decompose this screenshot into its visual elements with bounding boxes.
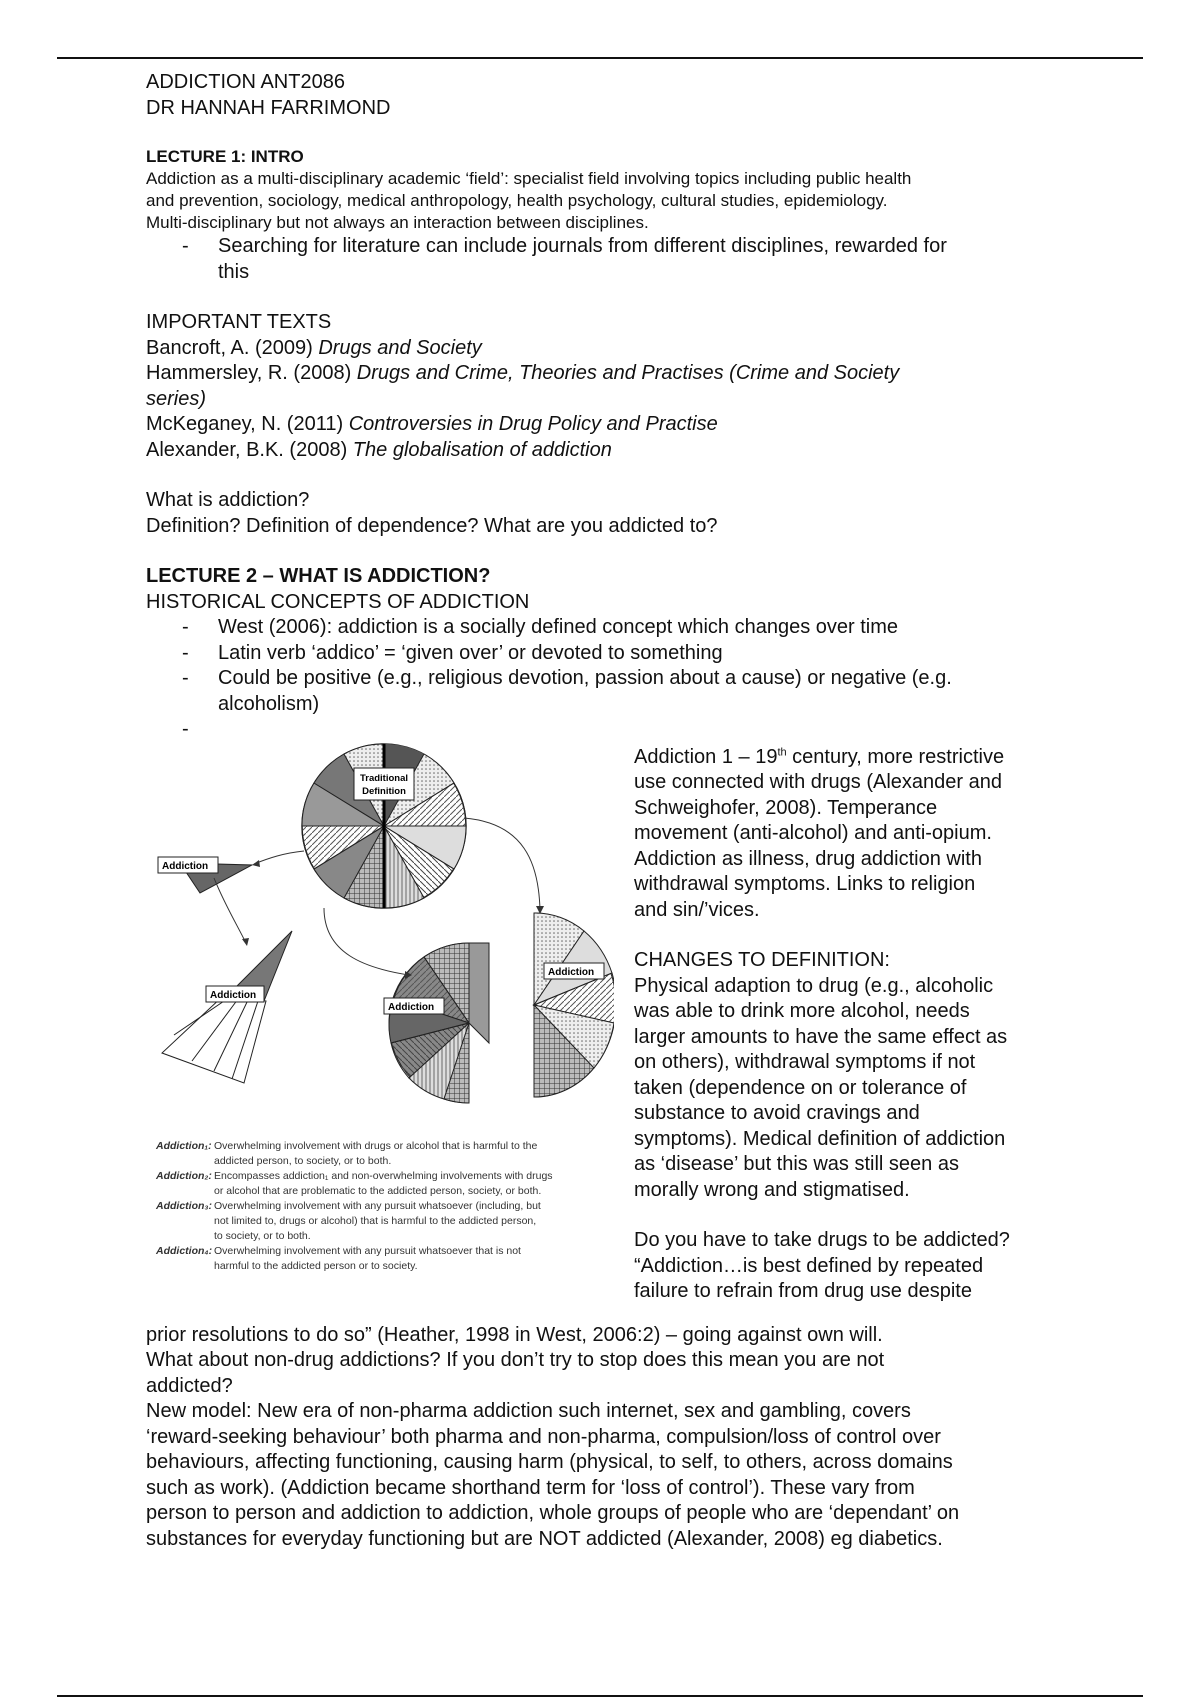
list-item: - Could be positive (e.g., religious devotion, passion about a cause) or negative (e.g. alcoholism) [146, 666, 1066, 717]
lecture2-subtitle: HISTORICAL CONCEPTS OF ADDICTION [146, 590, 530, 613]
side-line: Schweighofer, 2008). Temperance [634, 796, 938, 819]
side-line: Physical adaption to drug (e.g., alcoholic [634, 974, 994, 997]
changes-heading: CHANGES TO DEFINITION: [634, 949, 890, 971]
tail-line: ‘reward-seeking behaviour’ both pharma and non-pharma, compulsion/loss of control over [146, 1425, 941, 1448]
side-line: as ‘disease’ but this was still seen as [634, 1153, 959, 1175]
tail-line: behaviours, affecting functioning, causing harm (physical, to self, to others, across domains [146, 1451, 953, 1473]
tail-line: New model: New era of non-pharma addiction such internet, sex and gambling, covers [146, 1400, 911, 1422]
document-page [146, 70, 1066, 1552]
tail-line: substances for everyday functioning but are NOT addicted (Alexander, 2008) eg diabetics. [146, 1527, 943, 1550]
list-item-empty [146, 717, 1066, 743]
addiction2-label: Addiction [210, 989, 257, 1001]
addiction-diagram [144, 743, 614, 1323]
diagram-legend [144, 1139, 612, 1274]
addiction-diagram-graphic [144, 743, 614, 1138]
side-line: Addiction as illness, drug addiction with [634, 847, 982, 870]
legend-entry: Addiction₂: Encompasses addiction₁ and non-overwhelming involvements with drugs or alcohol that are problematic to the addicted person, society, or both. [156, 1169, 553, 1197]
lecturer-name: DR HANNAH FARRIMOND [146, 96, 391, 119]
lecture1-para-line: Addiction as a multi-disciplinary academic ‘field’: specialist field involving topics including public health [146, 169, 912, 188]
list-item: - Latin verb ‘addico’ = ‘given over’ or devoted to something [146, 641, 1066, 667]
text-reference: Bancroft, A. (2009) Drugs and Society [146, 336, 482, 359]
side-line: symptoms). Medical definition of addiction [634, 1127, 1006, 1150]
addiction3-pie [384, 943, 489, 1103]
addiction4-pie [534, 912, 614, 1096]
list-item: - Searching for literature can include journals from different disciplines, rewarded for this [146, 234, 1066, 285]
traditional-label: Definition [362, 785, 406, 797]
text-reference: Hammersley, R. (2008) Drugs and Crime, Theories and Practises (Crime and Society series) [146, 362, 900, 410]
side-line: withdrawal symptoms. Links to religion [634, 873, 976, 895]
side-line: substance to avoid cravings and [634, 1102, 920, 1124]
side-line: and sin/’vices. [634, 898, 760, 921]
side-line: was able to drink more alcohol, needs [634, 1000, 970, 1022]
side-line: larger amounts to have the same effect as [634, 1025, 1008, 1048]
lecture1-title: LECTURE 1: INTRO [146, 147, 304, 166]
addiction3-label: Addiction [388, 1001, 435, 1013]
side-line: taken (dependence on or tolerance of [634, 1076, 967, 1099]
side-line: movement (anti-alcohol) and anti-opium. [634, 822, 992, 844]
tail-line: prior resolutions to do so” (Heather, 1998 in West, 2006:2) – going against own will. [146, 1323, 883, 1346]
text-reference: McKeganey, N. (2011) Controversies in Drug Policy and Practise [146, 413, 718, 435]
traditional-pie [302, 743, 466, 907]
text-reference: Alexander, B.K. (2008) The globalisation of addiction [146, 438, 612, 461]
side-line: “Addiction…is best defined by repeated [634, 1254, 984, 1277]
lecture1-para-line: Multi-disciplinary but not always an interaction between disciplines. [146, 213, 649, 232]
question-line: What is addiction? [146, 489, 310, 511]
tail-line: person to person and addiction to addiction, whole groups of people who are ‘dependant’ on [146, 1502, 960, 1524]
legend-entry: Addiction₄: Overwhelming involvement with any pursuit whatsoever that is not harmful to the addicted person or to society. [156, 1244, 521, 1272]
tail-line: addicted? [146, 1374, 233, 1397]
addiction2-fan [162, 931, 292, 1083]
texts-heading: IMPORTANT TEXTS [146, 311, 332, 333]
tail-line: What about non-drug addictions? If you don’t try to stop does this mean you are not [146, 1349, 885, 1371]
lecture1-bullets [146, 234, 1066, 285]
traditional-label: Traditional [359, 772, 409, 784]
tail-line: such as work). (Addiction became shorthand term for ‘loss of control’). These vary from [146, 1476, 915, 1499]
side-line: failure to refrain from drug use despite [634, 1280, 972, 1302]
addiction1-label: Addiction [162, 860, 209, 872]
lecture1-para-line: and prevention, sociology, medical anthropology, health psychology, cultural studies, epidemiology. [146, 191, 888, 210]
side-line: Addiction 1 – 19th century, more restrictive [634, 745, 1005, 768]
lecture2-title: LECTURE 2 – WHAT IS ADDICTION? [146, 565, 491, 587]
legend-entry: Addiction₃: Overwhelming involvement with any pursuit whatsoever (including, but not limited to, drugs or alcohol) that is harmful to the addicted person, to society, or to both. [156, 1199, 541, 1242]
lecture2-bullets [146, 615, 1066, 743]
bottom-rule [57, 1695, 1143, 1697]
top-rule [57, 57, 1143, 59]
side-column [634, 745, 1066, 1305]
course-title: ADDICTION ANT2086 [146, 71, 345, 93]
side-line: Do you have to take drugs to be addicted? [634, 1229, 1010, 1251]
side-line: on others), withdrawal symptoms if not [634, 1051, 976, 1073]
legend-entry: Addiction₁: Overwhelming involvement with drugs or alcohol that is harmful to the addicted person, to society, or to both. [156, 1139, 538, 1167]
question-line: Definition? Definition of dependence? What are you addicted to? [146, 514, 718, 537]
side-line: use connected with drugs (Alexander and [634, 771, 1003, 793]
diagram-section [146, 743, 1066, 1323]
addiction4-label: Addiction [548, 966, 595, 978]
side-line: morally wrong and stigmatised. [634, 1178, 910, 1201]
addiction1-wedge [158, 857, 252, 893]
list-item: - West (2006): addiction is a socially defined concept which changes over time [146, 615, 1066, 641]
